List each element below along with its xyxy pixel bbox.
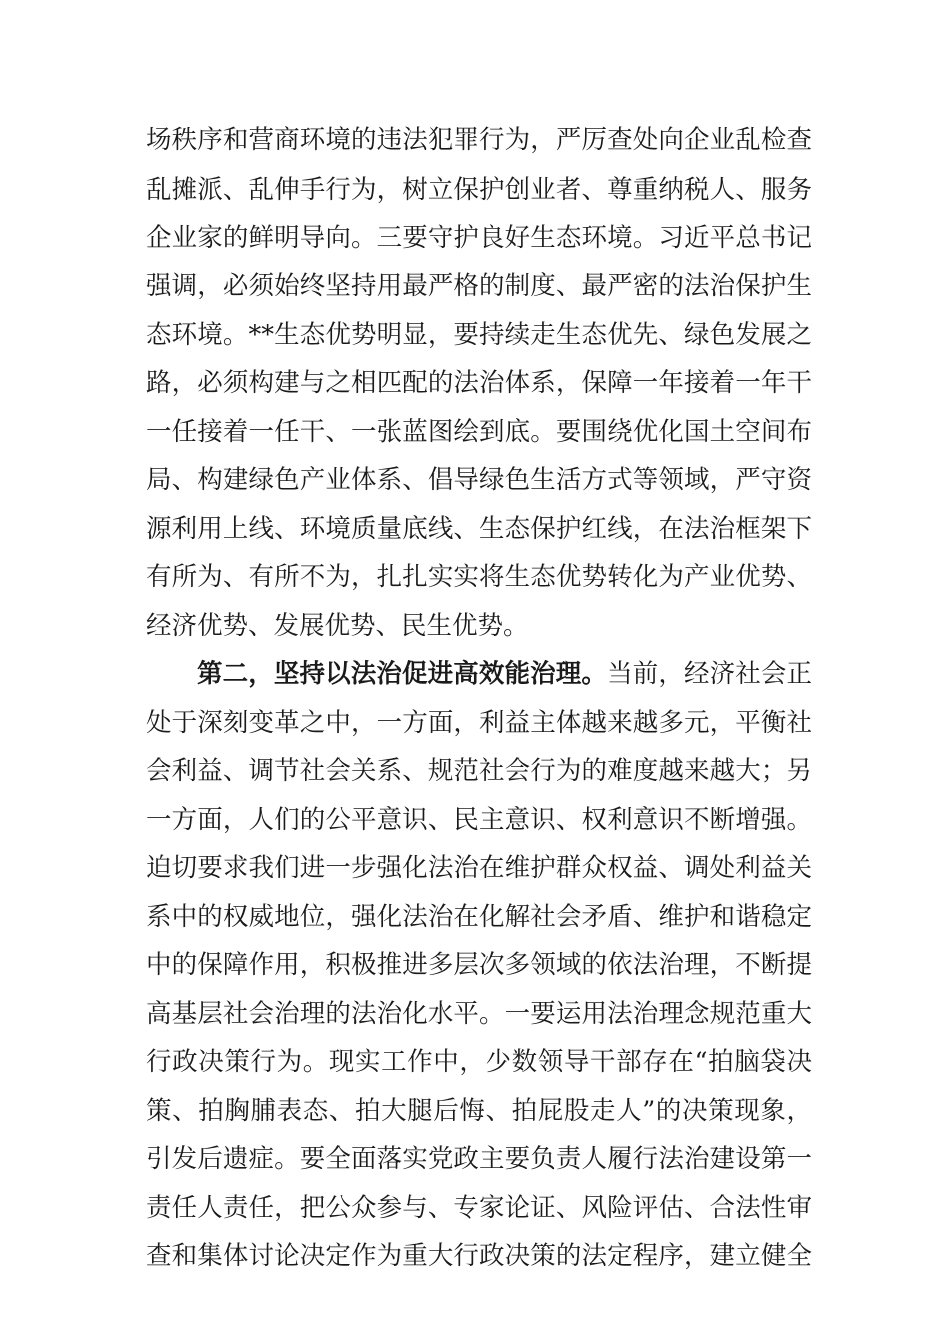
text-line: 责任人责任，把公众参与、专家论证、风险评估、合法性审 — [146, 1193, 812, 1223]
text-line: 场秩序和营商环境的违法犯罪行为，严厉查处向企业乱检查 — [146, 125, 812, 155]
text-line: 强调，必须始终坚持用最严格的制度、最严密的法治保护生 — [146, 271, 812, 301]
text-line: 策、拍胸脯表态、拍大腿后悔、拍屁股走人”的决策现象， — [146, 1096, 812, 1126]
text-run: 当前，经济社会正 — [607, 659, 812, 689]
text-line: 经济优势、发展优势、民生优势。 — [146, 611, 529, 641]
text-line: 系中的权威地位，强化法治在化解社会矛盾、维护和谐稳定 — [146, 902, 812, 932]
text-line: 处于深刻变革之中，一方面，利益主体越来越多元，平衡社 — [146, 708, 812, 738]
text-line: 行政决策行为。现实工作中，少数领导干部存在“拍脑袋决 — [146, 1047, 812, 1077]
text-line: 源利用上线、环境质量底线、生态保护红线，在法治框架下 — [146, 514, 812, 544]
text-line: 有所为、有所不为，扎扎实实将生态优势转化为产业优势、 — [146, 562, 812, 592]
text-line: 态环境。**生态优势明显，要持续走生态优先、绿色发展之 — [146, 320, 812, 350]
text-line: 一方面，人们的公平意识、民主意识、权利意识不断增强。 — [146, 805, 812, 835]
section-heading: 第二，坚持以法治促进高效能治理。 — [197, 659, 608, 689]
text-line: 引发后遗症。要全面落实党政主要负责人履行法治建设第一 — [146, 1144, 812, 1174]
text-line: 一任接着一任干、一张蓝图绘到底。要围绕优化国土空间布 — [146, 417, 812, 447]
text-line: 迫切要求我们进一步强化法治在维护群众权益、调处利益关 — [146, 853, 812, 883]
text-line: 局、构建绿色产业体系、倡导绿色生活方式等领域，严守资 — [146, 465, 812, 495]
text-line: 高基层社会治理的法治化水平。一要运用法治理念规范重大 — [146, 999, 812, 1029]
text-line: 企业家的鲜明导向。三要守护良好生态环境。习近平总书记 — [146, 223, 812, 253]
paragraph-first-line — [197, 654, 812, 694]
text-line: 会利益、调节社会关系、规范社会行为的难度越来越大；另 — [146, 756, 812, 786]
text-line: 中的保障作用，积极推进多层次多领域的依法治理，不断提 — [146, 950, 812, 980]
text-line: 查和集体讨论决定作为重大行政决策的法定程序，建立健全 — [146, 1241, 812, 1271]
text-line: 路，必须构建与之相匹配的法治体系，保障一年接着一年干 — [146, 368, 812, 398]
text-line: 乱摊派、乱伸手行为，树立保护创业者、尊重纳税人、服务 — [146, 175, 812, 205]
